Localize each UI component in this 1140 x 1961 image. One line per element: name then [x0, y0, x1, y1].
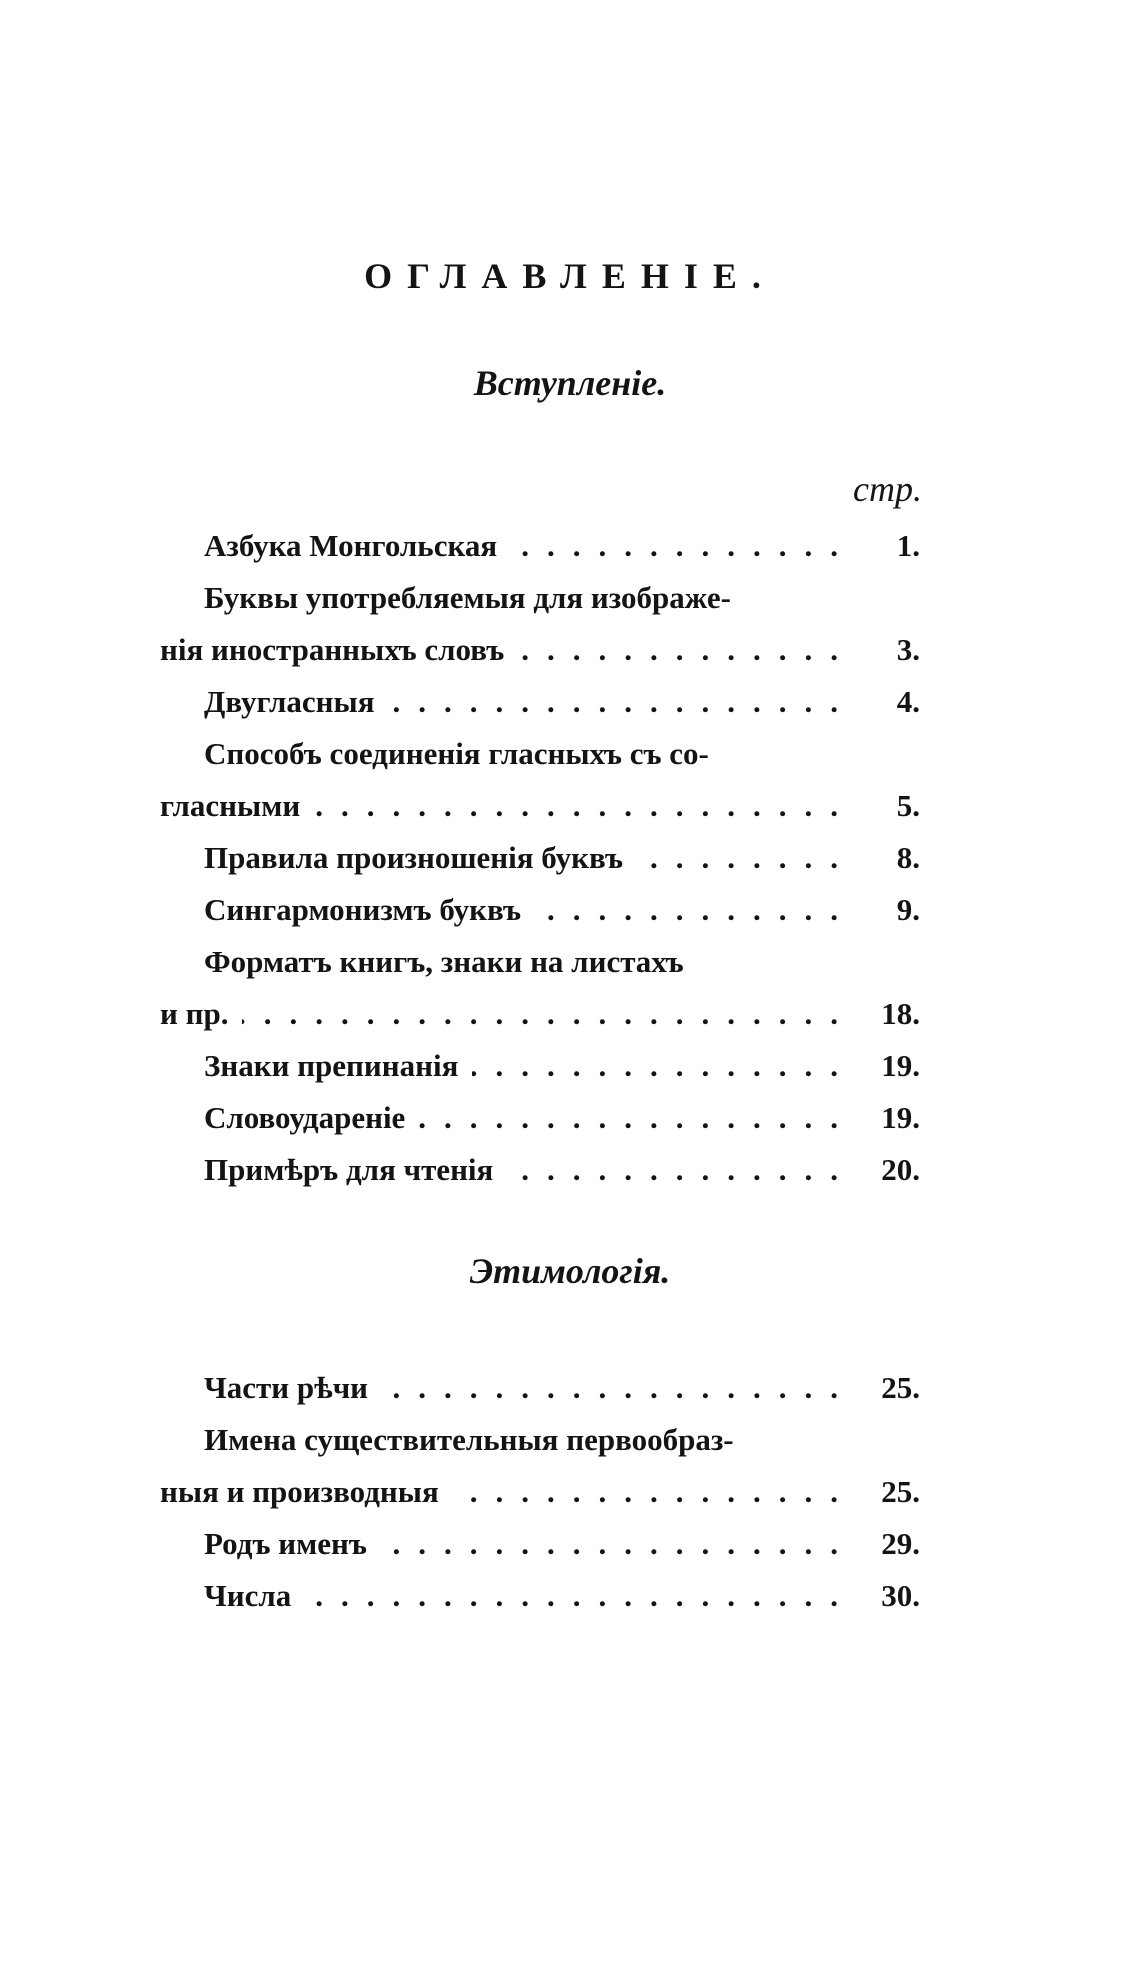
- page-title: ОГЛАВЛЕНІЕ.: [364, 256, 776, 296]
- toc-entry-text: и пр.: [160, 996, 229, 1031]
- dot-leader: [535, 884, 856, 936]
- toc-entry-line: [160, 624, 920, 676]
- toc-page-number: 20.: [881, 1152, 920, 1187]
- toc-page-number: 30.: [881, 1578, 920, 1613]
- toc-entry-text: Родъ именъ: [204, 1526, 367, 1561]
- toc-entry-text: Имена существительныя первообраз-: [204, 1422, 734, 1457]
- toc-entry-text: Числа: [204, 1578, 292, 1613]
- dot-leader: [242, 988, 856, 1040]
- toc-entry-text: Буквы употребляемыя для изображе-: [204, 580, 731, 615]
- toc-entry-text: Двугласныя: [204, 684, 375, 719]
- dot-leader: [472, 1040, 856, 1092]
- toc-entry-text: нія иностранныхъ словъ: [160, 632, 505, 667]
- toc-entry-line: [160, 1414, 920, 1466]
- toc-page-number: 25.: [881, 1370, 920, 1405]
- toc-entry-line: [160, 728, 920, 780]
- dot-leader: [637, 832, 856, 884]
- toc-entry-text: Азбука Монгольская: [204, 528, 498, 563]
- toc-page-number: 1.: [896, 528, 920, 563]
- toc-list-etymology: [160, 1362, 920, 1622]
- toc-entry-text: Способъ соединенія гласныхъ съ со-: [204, 736, 709, 771]
- page-column-label: стр.: [853, 469, 922, 509]
- toc-entry-text: Сингармонизмъ буквъ: [204, 892, 522, 927]
- toc-entry-text: Примѣръ для чтенія: [204, 1152, 494, 1187]
- toc-entry-text: Форматъ книгъ, знаки на листахъ: [204, 944, 684, 979]
- toc-entry-text: гласными: [160, 788, 301, 823]
- toc-page-number: 29.: [881, 1526, 920, 1561]
- toc-entry-line: [160, 1040, 920, 1092]
- toc-page-number: 19.: [881, 1048, 920, 1083]
- toc-entry-text: ныя и производныя: [160, 1474, 439, 1509]
- toc-entry-text: Правила произношенія буквъ: [204, 840, 624, 875]
- toc-page-number: 8.: [896, 840, 920, 875]
- toc-page-number: 9.: [896, 892, 920, 927]
- dot-leader: [419, 1092, 856, 1144]
- toc-entry-line: [160, 520, 920, 572]
- toc-list-introduction: [160, 520, 920, 1196]
- dot-leader: [511, 520, 856, 572]
- toc-entry-line: [160, 1570, 920, 1622]
- toc-page-number: 25.: [881, 1474, 920, 1509]
- toc-entry-line: [160, 1362, 920, 1414]
- toc-entry-line: [160, 572, 920, 624]
- toc-entry-text: Знаки препинанія: [204, 1048, 459, 1083]
- dot-leader: [507, 1144, 856, 1196]
- dot-leader: [389, 676, 857, 728]
- toc-entry-text: Словоудареніе: [204, 1100, 406, 1135]
- toc-page-number: 19.: [881, 1100, 920, 1135]
- toc-entry-line: [160, 780, 920, 832]
- toc-page-number: 3.: [896, 632, 920, 667]
- toc-entry-line: [160, 936, 920, 988]
- dot-leader: [381, 1518, 856, 1570]
- section-heading-introduction: Вступленіе.: [473, 363, 667, 403]
- toc-entry-line: [160, 832, 920, 884]
- dot-leader: [518, 624, 856, 676]
- dot-leader: [314, 780, 856, 832]
- toc-page-number: 4.: [896, 684, 920, 719]
- toc-entry-line: [160, 676, 920, 728]
- dot-leader: [382, 1362, 856, 1414]
- toc-entry-line: [160, 988, 920, 1040]
- toc-entry-text: Части рѣчи: [204, 1370, 369, 1405]
- dot-leader: [305, 1570, 856, 1622]
- section-heading-etymology: Этимологія.: [469, 1251, 671, 1291]
- dot-leader: [453, 1466, 856, 1518]
- toc-entry-line: [160, 1466, 920, 1518]
- toc-entry-line: [160, 884, 920, 936]
- toc-entry-line: [160, 1092, 920, 1144]
- toc-page-number: 18.: [881, 996, 920, 1031]
- toc-page-number: 5.: [896, 788, 920, 823]
- toc-entry-line: [160, 1144, 920, 1196]
- toc-entry-line: [160, 1518, 920, 1570]
